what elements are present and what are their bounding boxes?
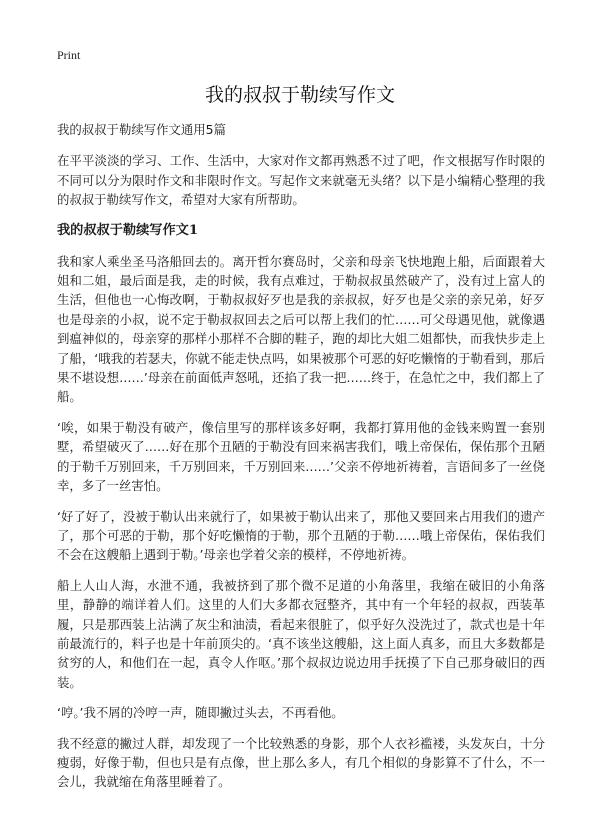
article-body: [57, 120, 545, 803]
paragraph: 我不经意的撇过人群，却发现了一个比较熟悉的身影，那个人衣衫褴褛，头发灰白，十分瘦弱，好像于勒，但也只是有点像，世上那么多人，有几个相似的身影算不了什么，不一会儿，我就缩在角落里睡着了。: [57, 735, 545, 790]
paragraph: 船上人山人海，水泄不通，我被挤到了那个微不足道的小角落里，我缩在破旧的小角落里，静静的端详着人们。这里的人们大多都衣冠整齐，其中有一个年轻的叔叔，西装革履，只是那西装上沾满了灰尘和油渍，看起来很脏了，似乎好久没洗过了，款式也是十年前最流行的，料子也是十年前顶尖的。‘真不该坐这艘船，这上面人真多，而且大多数都是贫穷的人，和他们在一起，真令人作呕。’那个叔叔边说边用手抚摸了下自己那身破旧的西装。: [57, 577, 545, 690]
print-label[interactable]: Print: [57, 48, 81, 62]
paragraph: ‘唉，如果于勒没有破产，像信里写的那样该多好啊，我都打算用他的金钱来购置一套别墅，希望破灭了……好在那个丑陋的于勒没有回来祸害我们，哦上帝保佑，保佑那个丑陋的于勒千万别回来，千万别回来，千万别回来……’父亲不停地祈祷着，言语间多了一丝侥幸，多了一丝害怕。: [57, 419, 545, 494]
paragraph: ‘好了好了，没被于勒认出来就行了，如果被于勒认出来了，那他又要回来占用我们的遗产了，那个可恶的于勒，那个好吃懒惰的于勒，那个丑陋的于勒……哦上帝保佑，保佑我们不会在这艘船上遇到于勒。’母亲也学着父亲的模样，不停地祈祷。: [57, 508, 545, 563]
page-title: 我的叔叔于勒续写作文: [204, 84, 395, 106]
subtitle: 我的叔叔于勒续写作文通用5篇: [57, 122, 226, 137]
paragraph: 我和家人乘坐圣马洛船回去的。离开哲尔赛岛时，父亲和母亲飞快地跑上船，后面跟着大姐和二姐，最后面是我，走的时候，我有点难过，于勒叔叔虽然破产了，没有过上富人的生活，但他也一心悔改啊，于勒叔叔好歹也是我的亲叔叔，好歹也是父亲的亲兄弟，好歹也是母亲的小叔，说不定于勒叔叔回去之后可以帮上我们的忙……可父母遇见他，就像遇到瘟神似的，母亲穿的那样小那样不合脚的鞋子，跑的却比大姐二姐都快，而我快步走上了船，‘哦我的若瑟夫，你就不能走快点吗，如果被那个可恶的好吃懒惰的于勒看到，那后果不堪设想……’母亲在前面低声怒吼，还掐了我一把……终于，在急忙之中，我们都上了船。: [57, 253, 545, 405]
paragraph: ‘哼。’我不屑的冷哼一声，随即撇过头去，不再看他。: [57, 705, 344, 721]
section-heading: 我的叔叔于勒续写作文1: [57, 222, 199, 238]
intro-paragraph: 在平平淡淡的学习、工作、生活中，大家对作文都再熟悉不过了吧，作文根据写作时限的不同可以分为限时作文和非限时作文。写起作文来就毫无头绪？以下是小编精心整理的我的叔叔于勒续写作文，希望对大家有所帮助。: [57, 153, 545, 208]
